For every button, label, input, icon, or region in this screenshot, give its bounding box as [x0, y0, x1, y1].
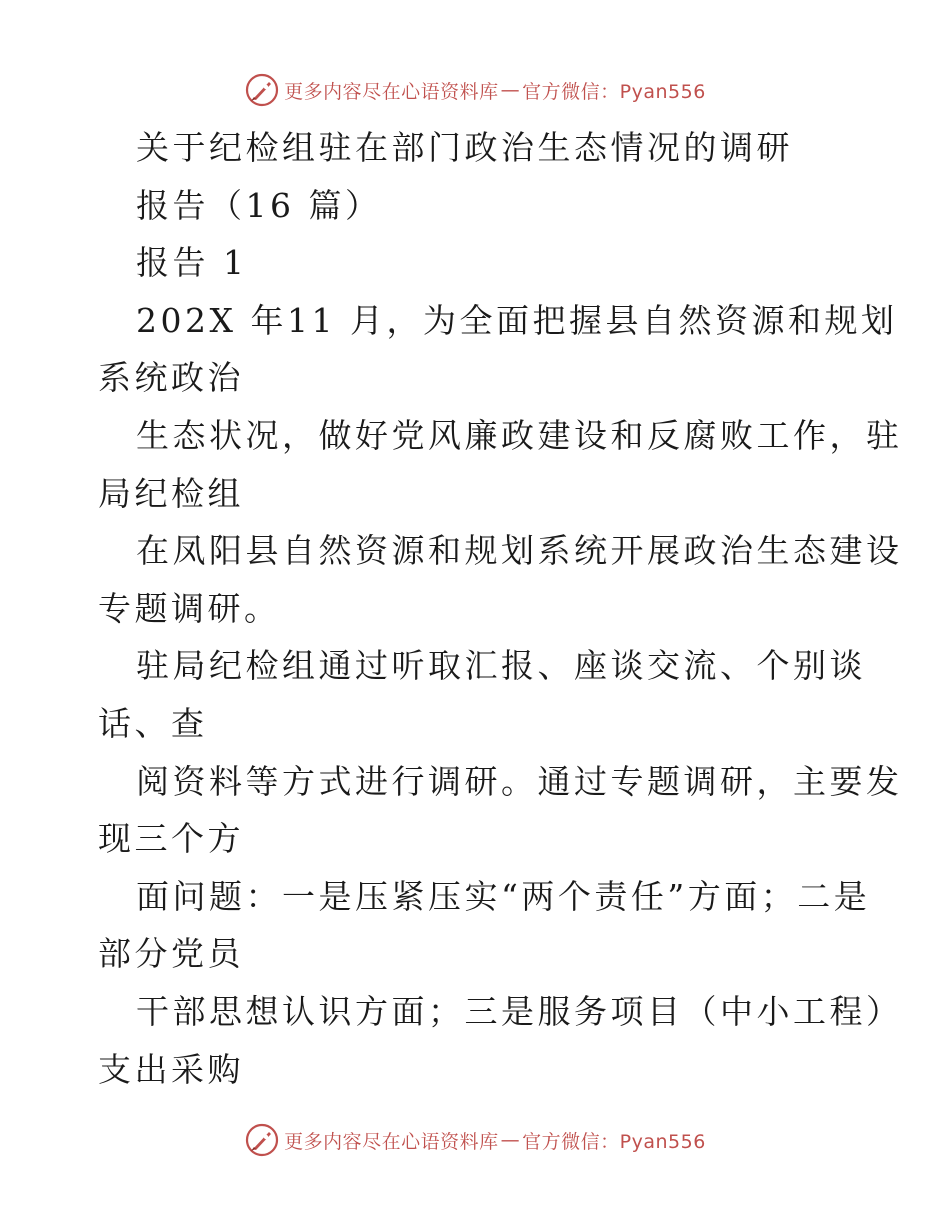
paragraph-line: 面问题：一是压紧压实“两个责任”方面；二是 [136, 876, 871, 916]
banner-contact: 官方微信：Pyan556 [522, 80, 706, 103]
section-heading: 报告 1 [136, 243, 248, 283]
banner-text: 更多内容尽在心语资料库 [284, 1130, 499, 1153]
quill-logo-icon [244, 1122, 280, 1158]
document-title-line-2: 报告（16 篇） [136, 185, 382, 225]
paragraph-line: 专题调研。 [98, 588, 281, 628]
paragraph-line: 干部思想认识方面；三是服务项目（中小工程） [136, 991, 903, 1031]
paragraph-line: 阅资料等方式进行调研。通过专题调研，主要发 [136, 761, 903, 801]
banner-text: 更多内容尽在心语资料库 [284, 80, 499, 103]
quill-logo-icon [244, 72, 280, 108]
paragraph-line: 局纪检组 [98, 473, 244, 513]
paragraph-line: 系统政治 [98, 358, 244, 398]
header-watermark-banner [0, 70, 950, 110]
paragraph-line: 现三个方 [98, 819, 244, 859]
paragraph-line: 202X 年11 月，为全面把握县自然资源和规划 [136, 300, 898, 340]
paragraph-line: 支出采购 [98, 1049, 244, 1089]
paragraph-line: 话、查 [98, 703, 208, 743]
footer-watermark-banner [0, 1120, 950, 1160]
banner-separator: — [500, 1129, 521, 1151]
document-body [98, 119, 903, 1098]
banner-separator: — [500, 79, 521, 101]
paragraph-line: 部分党员 [98, 934, 244, 974]
paragraph-line: 在凤阳县自然资源和规划系统开展政治生态建设 [136, 531, 903, 571]
banner-contact: 官方微信：Pyan556 [522, 1130, 706, 1153]
paragraph-line: 驻局纪检组通过听取汇报、座谈交流、个别谈 [136, 646, 866, 686]
paragraph-line: 生态状况，做好党风廉政建设和反腐败工作，驻 [136, 415, 903, 455]
document-title-line-1: 关于纪检组驻在部门政治生态情况的调研 [136, 128, 793, 167]
